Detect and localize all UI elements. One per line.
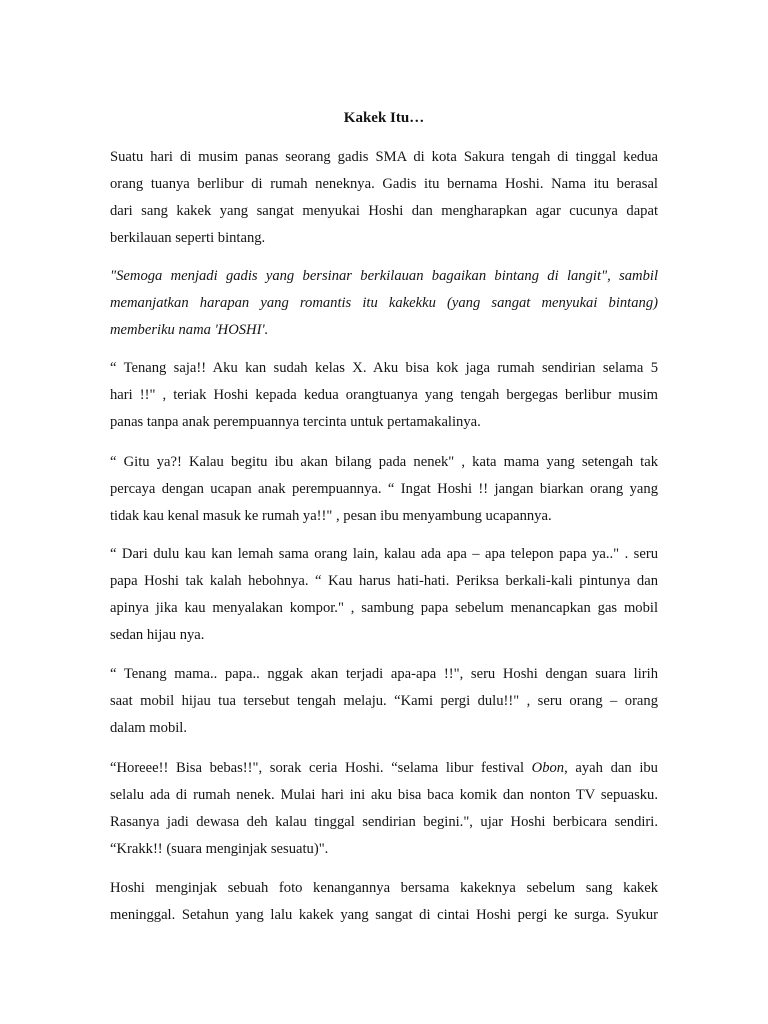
paragraph-line: apinya jika kau menyalakan kompor." , sambung papa sebelum menancapkan gas mobil [110,600,658,616]
paragraph-line: Suatu hari di musim panas seorang gadis SMA di kota Sakura tengah di tinggal kedua [110,149,658,165]
paragraph-line: panas tanpa anak perempuannya tercinta untuk pertamakalinya. [110,414,481,430]
paragraph-3 [110,355,658,436]
paragraph-line: "Semoga menjadi gadis yang bersinar berkilauan bagaikan bintang di langit", sambil [110,268,658,284]
paragraph-line: Hoshi menginjak sebuah foto kenangannya bersama kakeknya sebelum sang kakek [110,880,658,896]
paragraph-line: “Horeee!! Bisa bebas!!", sorak ceria Hoshi. “selama libur festival Obon, ayah dan ibu [110,760,658,776]
paragraph-line: tidak kau kenal masuk ke rumah ya!!" , pesan ibu menyambung ucapannya. [110,508,552,524]
paragraph-5 [110,541,658,649]
paragraph-line: sedan hijau nya. [110,627,205,643]
paragraph-line: berkilauan seperti bintang. [110,230,266,246]
paragraph-line: “ Dari dulu kau kan lemah sama orang lain, kalau ada apa – apa telepon papa ya.." . seru [110,546,658,562]
paragraph-line: dalam mobil. [110,720,188,736]
paragraph-line: memberiku nama 'HOSHI'. [110,322,269,338]
paragraph-6 [110,661,658,742]
obon-italic-term: Obon [531,760,565,776]
paragraph-line: “ Tenang mama.. papa.. nggak akan terjadi apa-apa !!", seru Hoshi dengan suara lirih [110,666,658,682]
document-title: Kakek Itu… [343,110,425,126]
paragraph-line: memanjatkan harapan yang romantis itu kakekku (yang sangat menyukai bintang) [110,295,658,311]
paragraph-line: orang tuanya berlibur di rumah neneknya. Gadis itu bernama Hoshi. Nama itu berasal [110,176,658,192]
paragraph-line: “Krakk!! (suara menginjak sesuatu)". [110,841,329,857]
paragraph-line: “ Tenang saja!! Aku kan sudah kelas X. Aku bisa kok jaga rumah sendirian selama 5 [110,360,658,376]
paragraph-line: papa Hoshi tak kalah hebohnya. “ Kau harus hati-hati. Periksa berkali-kali pintunya dan [110,573,658,589]
paragraph-7 [110,755,658,863]
paragraph-line: dari sang kakek yang sangat menyukai Hoshi dan mengharapkan agar cucunya dapat [110,203,658,219]
paragraph-line: percaya dengan ucapan anak perempuannya. “ Ingat Hoshi !! jangan biarkan orang yang [110,481,658,497]
paragraph-line: “ Gitu ya?! Kalau begitu ibu akan bilang pada nenek" , kata mama yang setengah tak [110,454,658,470]
paragraph-8 [110,875,658,929]
paragraph-4 [110,449,658,530]
paragraph-line: selalu ada di rumah nenek. Mulai hari ini aku bisa baca komik dan nonton TV sepuasku. [110,787,658,803]
paragraph-line: Rasanya jadi dewasa deh kalau tinggal sendirian begini.", ujar Hoshi berbicara sendiri. [110,814,658,830]
paragraph-1 [110,144,658,252]
paragraph-line: hari !!" , teriak Hoshi kepada kedua orangtuanya yang tengah bergegas berlibur musim [110,387,658,403]
paragraph-line: meninggal. Setahun yang lalu kakek yang sangat di cintai Hoshi pergi ke surga. Syukur [110,907,658,923]
paragraph-2-quote [110,263,658,344]
paragraph-line: saat mobil hijau tua tersebut tengah melaju. “Kami pergi dulu!!" , seru orang – orang [110,693,658,709]
